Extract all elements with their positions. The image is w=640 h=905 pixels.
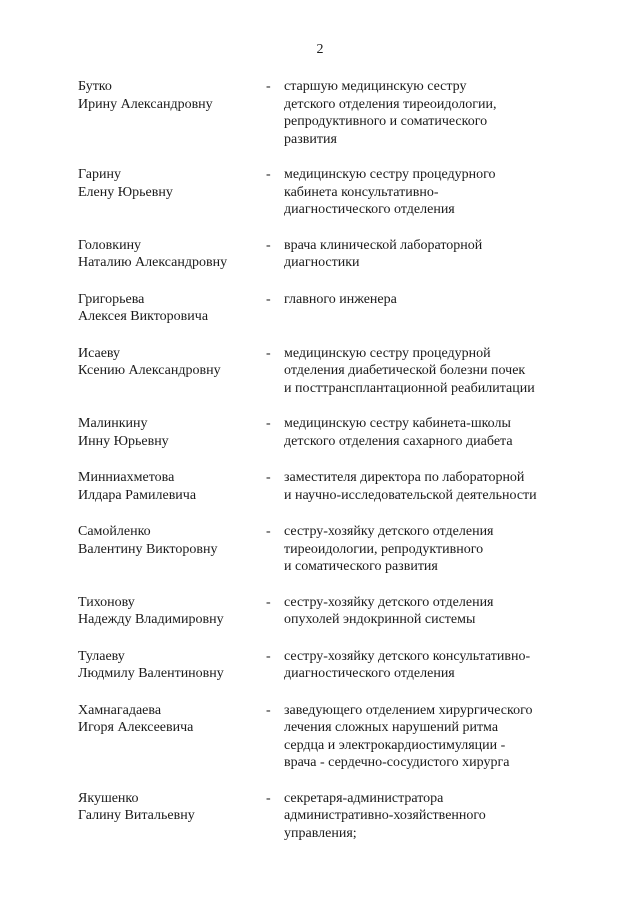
separator-dash: - <box>266 416 271 431</box>
position-title <box>284 415 584 450</box>
position-title-line: заместителя директора по лабораторной <box>284 470 525 485</box>
appointment-list <box>0 78 640 860</box>
person-name <box>78 415 258 450</box>
list-item <box>0 702 640 772</box>
person-name-line: Якушенко <box>78 790 139 806</box>
position-title-line: сестру-хозяйку детского отделения <box>284 524 494 539</box>
position-title <box>284 237 584 272</box>
separator-dash: - <box>266 648 271 664</box>
person-name-line: Ирину Александровну <box>78 96 213 112</box>
person-name-line: Елену Юрьевну <box>78 184 173 200</box>
position-title <box>284 594 584 629</box>
separator-dash: - <box>266 237 271 253</box>
person-name-line: Игоря Алексеевича <box>78 720 194 735</box>
position-title-line: детского отделения тиреоидологии, <box>284 96 497 112</box>
person-name-line: Галину Витальевну <box>78 808 195 823</box>
person-name <box>78 594 258 629</box>
position-title-line: заведующего отделением хирургического <box>284 702 533 718</box>
person-name-line: Алексея Викторовича <box>78 309 209 324</box>
person-name <box>78 78 258 113</box>
person-name-line: Головкину <box>78 237 142 253</box>
position-title-line: и соматического развития <box>284 559 438 574</box>
person-name-line: Гарину <box>78 167 121 182</box>
person-name-line: Надежду Владимировну <box>78 612 224 627</box>
position-title <box>284 523 584 576</box>
position-title-line: административно-хозяйственного <box>284 808 486 823</box>
person-name <box>78 237 258 272</box>
list-item <box>0 648 640 684</box>
person-name-line: Григорьева <box>78 291 145 307</box>
separator-dash: - <box>266 702 271 718</box>
position-title-line: диагностического отделения <box>284 666 455 681</box>
position-title <box>284 648 584 683</box>
position-title <box>284 469 584 504</box>
person-name-line: Тулаеву <box>78 648 125 664</box>
list-item <box>0 790 640 843</box>
list-item <box>0 523 640 576</box>
position-title-line: диагностики <box>284 255 360 270</box>
person-name-line: Малинкину <box>78 416 148 431</box>
position-title <box>284 345 584 398</box>
person-name <box>78 291 258 326</box>
person-name <box>78 523 258 558</box>
separator-dash: - <box>266 524 271 539</box>
position-title-line: детского отделения сахарного диабета <box>284 433 513 449</box>
position-title-line: сестру-хозяйку детского отделения <box>284 594 494 610</box>
list-item <box>0 469 640 505</box>
person-name-line: Инну Юрьевну <box>78 433 169 449</box>
person-name <box>78 648 258 683</box>
separator-dash: - <box>266 291 271 307</box>
position-title <box>284 790 584 843</box>
list-item <box>0 345 640 398</box>
position-title-line: главного инженера <box>284 291 397 307</box>
separator-dash: - <box>266 470 271 485</box>
position-title-line: и научно-исследовательской деятельности <box>284 487 537 503</box>
position-title-line: медицинскую сестру процедурного <box>284 167 496 182</box>
person-name <box>78 702 258 737</box>
position-title-line: тиреоидологии, репродуктивного <box>284 541 484 557</box>
person-name-line: Хамнагадаева <box>78 702 162 718</box>
person-name-line: Ксению Александровну <box>78 363 221 378</box>
page-number: 2 <box>316 42 324 57</box>
person-name-line: Валентину Викторовну <box>78 541 218 557</box>
position-title-line: медицинскую сестру кабинета-школы <box>284 416 511 431</box>
person-name-line: Исаеву <box>78 345 121 361</box>
position-title-line: медицинскую сестру процедурной <box>284 345 491 361</box>
separator-dash: - <box>266 345 271 361</box>
position-title-line: развития <box>284 131 337 147</box>
person-name-line: Людмилу Валентиновну <box>78 666 224 681</box>
position-title-line: лечения сложных нарушений ритма <box>284 720 499 735</box>
person-name <box>78 469 258 504</box>
position-title-line: репродуктивного и соматического <box>284 114 488 129</box>
person-name-line: Минниахметова <box>78 470 175 485</box>
separator-dash: - <box>266 790 271 806</box>
person-name-line: Самойленко <box>78 524 151 539</box>
position-title-line: опухолей эндокринной системы <box>284 612 476 627</box>
position-title-line: кабинета консультативно- <box>284 184 439 200</box>
separator-dash: - <box>266 594 271 610</box>
list-item <box>0 291 640 327</box>
position-title-line: сестру-хозяйку детского консультативно- <box>284 648 531 664</box>
list-item <box>0 78 640 148</box>
list-item <box>0 237 640 273</box>
position-title-line: управления; <box>284 825 357 841</box>
position-title-line: диагностического отделения <box>284 202 455 217</box>
position-title-line: секретаря-администратора <box>284 790 444 806</box>
person-name <box>78 166 258 201</box>
person-name-line: Бутко <box>78 79 112 94</box>
list-item <box>0 166 640 219</box>
position-title-line: врача - сердечно-сосудистого хирурга <box>284 755 510 770</box>
person-name-line: Илдара Рамилевича <box>78 487 197 503</box>
person-name-line: Наталию Александровну <box>78 255 228 270</box>
separator-dash: - <box>266 167 271 182</box>
position-title <box>284 78 584 148</box>
list-item <box>0 594 640 630</box>
person-name <box>78 790 258 825</box>
separator-dash: - <box>266 79 271 94</box>
list-item <box>0 415 640 451</box>
position-title <box>284 702 584 772</box>
position-title-line: врача клинической лабораторной <box>284 237 483 253</box>
person-name <box>78 345 258 380</box>
position-title-line: и посттрансплантационной реабилитации <box>284 380 535 396</box>
position-title <box>284 166 584 219</box>
position-title-line: сердца и электрокардиостимуляции - <box>284 737 506 753</box>
position-title-line: старшую медицинскую сестру <box>284 79 467 94</box>
position-title-line: отделения диабетической болезни почек <box>284 363 526 378</box>
position-title <box>284 291 584 309</box>
person-name-line: Тихонову <box>78 594 135 610</box>
